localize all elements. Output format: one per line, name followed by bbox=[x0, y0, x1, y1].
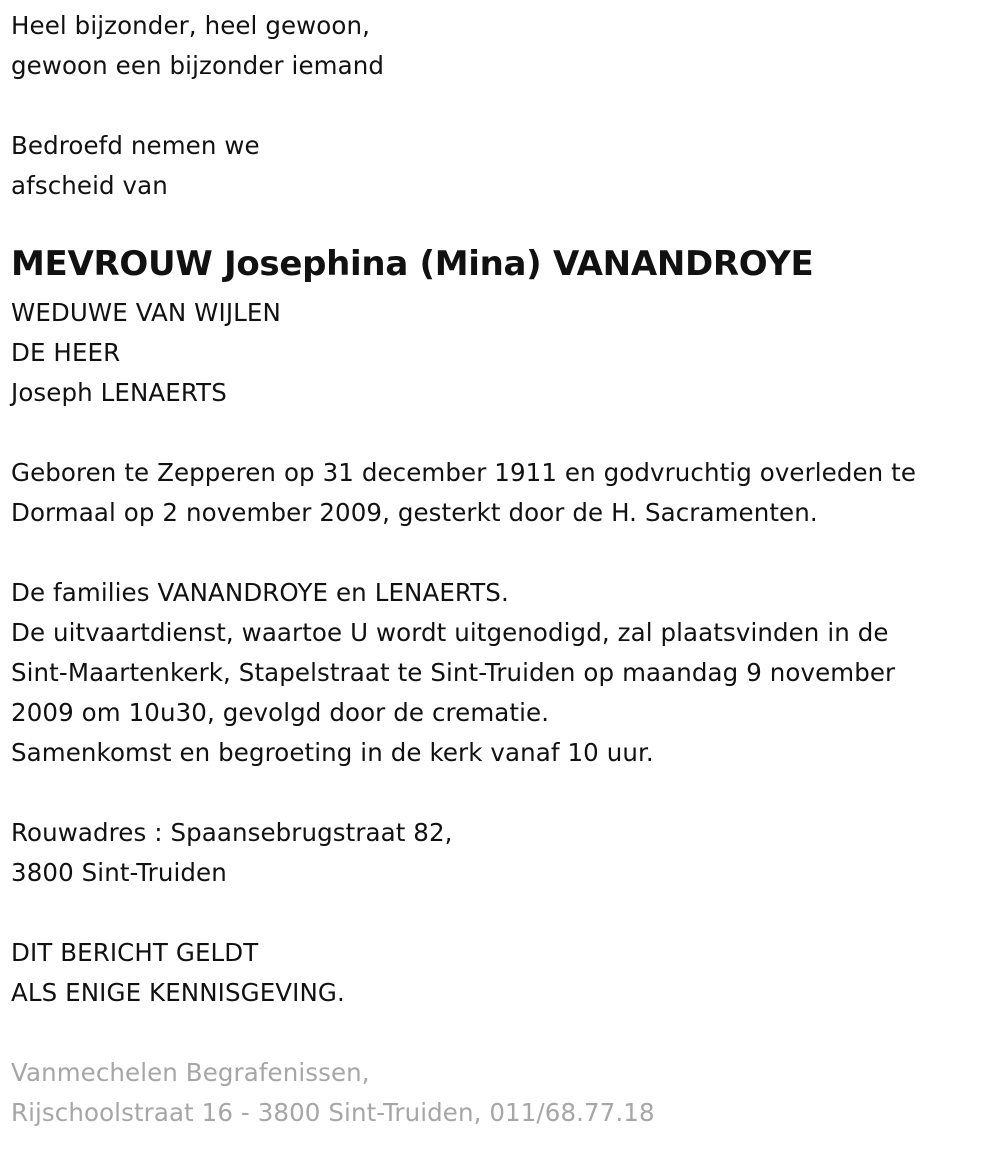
relation-line-1: WEDUWE VAN WIJLEN bbox=[11, 298, 281, 327]
funeral-home-contact: Rijschoolstraat 16 - 3800 Sint-Truiden, 011/68.77.18 bbox=[11, 1098, 655, 1127]
service-line-3: Sint-Maartenkerk, Stapelstraat te Sint-Truiden op maandag 9 november bbox=[11, 658, 896, 687]
farewell-line-2: afscheid van bbox=[11, 171, 168, 200]
service-line-1: De families VANANDROYE en LENAERTS. bbox=[11, 578, 509, 607]
notice-line-2: ALS ENIGE KENNISGEVING. bbox=[11, 978, 345, 1007]
deceased-name: MEVROUW Josephina (Mina) VANANDROYE bbox=[11, 244, 814, 284]
funeral-home-name: Vanmechelen Begrafenissen, bbox=[11, 1058, 370, 1087]
service-line-4: 2009 om 10u30, gevolgd door de crematie. bbox=[11, 698, 550, 727]
birth-death-line-2: Dormaal op 2 november 2009, gesterkt door de H. Sacramenten. bbox=[11, 498, 818, 527]
service-line-5: Samenkomst en begroeting in de kerk vanaf 10 uur. bbox=[11, 738, 654, 767]
relation-line-2: DE HEER bbox=[11, 338, 121, 367]
birth-death-line-1: Geboren te Zepperen op 31 december 1911 en godvruchtig overleden te bbox=[11, 458, 917, 487]
intro-line-2: gewoon een bijzonder iemand bbox=[11, 51, 384, 80]
address-line-1: Rouwadres : Spaansebrugstraat 82, bbox=[11, 818, 453, 847]
address-line-2: 3800 Sint-Truiden bbox=[11, 858, 227, 887]
farewell-line-1: Bedroefd nemen we bbox=[11, 131, 260, 160]
service-line-2: De uitvaartdienst, waartoe U wordt uitgenodigd, zal plaatsvinden in de bbox=[11, 618, 889, 647]
relation-line-3: Joseph LENAERTS bbox=[11, 378, 227, 407]
notice-line-1: DIT BERICHT GELDT bbox=[11, 938, 259, 967]
intro-line-1: Heel bijzonder, heel gewoon, bbox=[11, 11, 371, 40]
